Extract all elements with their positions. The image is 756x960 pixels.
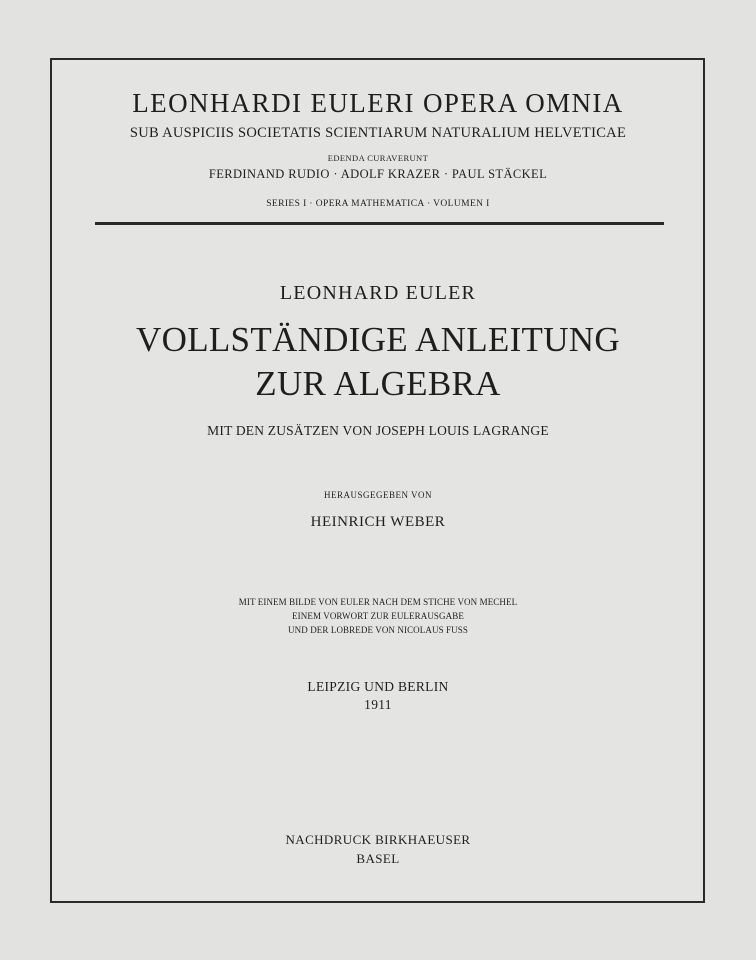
note-line-3: UND DER LOBREDE VON NICOLAUS FUSS [288, 625, 468, 635]
work-title-line-1: VOLLSTÄNDIGE ANLEITUNG [136, 320, 620, 359]
editor-name: HEINRICH WEBER [310, 514, 446, 530]
reprint-city: BASEL [356, 851, 400, 866]
header-rule [95, 222, 664, 225]
note-line-1: MIT EINEM BILDE VON EULER NACH DEM STICHE VON MECHEL [238, 597, 518, 607]
series-subtitle: SUB AUSPICIIS SOCIETATIS SCIENTIARUM NATURALIUM HELVETICAE [129, 125, 627, 141]
edenda-line: EDENDA CURAVERUNT [327, 153, 429, 163]
note-line-2: EINEM VORWORT ZUR EULERAUSGABE [292, 611, 464, 621]
work-title-line-2: ZUR ALGEBRA [255, 364, 501, 403]
series-editors: FERDINAND RUDIO · ADOLF KRAZER · PAUL STÄCKEL [208, 167, 548, 181]
work-subtitle: MIT DEN ZUSÄTZEN VON JOSEPH LOUIS LAGRANGE [207, 423, 549, 438]
reprint-publisher: NACHDRUCK BIRKHAEUSER [285, 832, 471, 847]
imprint-place: LEIPZIG UND BERLIN [307, 679, 449, 694]
series-title: LEONHARDI EULERI OPERA OMNIA [132, 88, 624, 118]
author-name: LEONHARD EULER [279, 282, 477, 304]
title-page-border [50, 58, 705, 903]
imprint-year: 1911 [364, 697, 392, 712]
series-volume: SERIES I · OPERA MATHEMATICA · VOLUMEN I [266, 199, 490, 209]
editor-label: HERAUSGEGEBEN VON [323, 490, 433, 500]
